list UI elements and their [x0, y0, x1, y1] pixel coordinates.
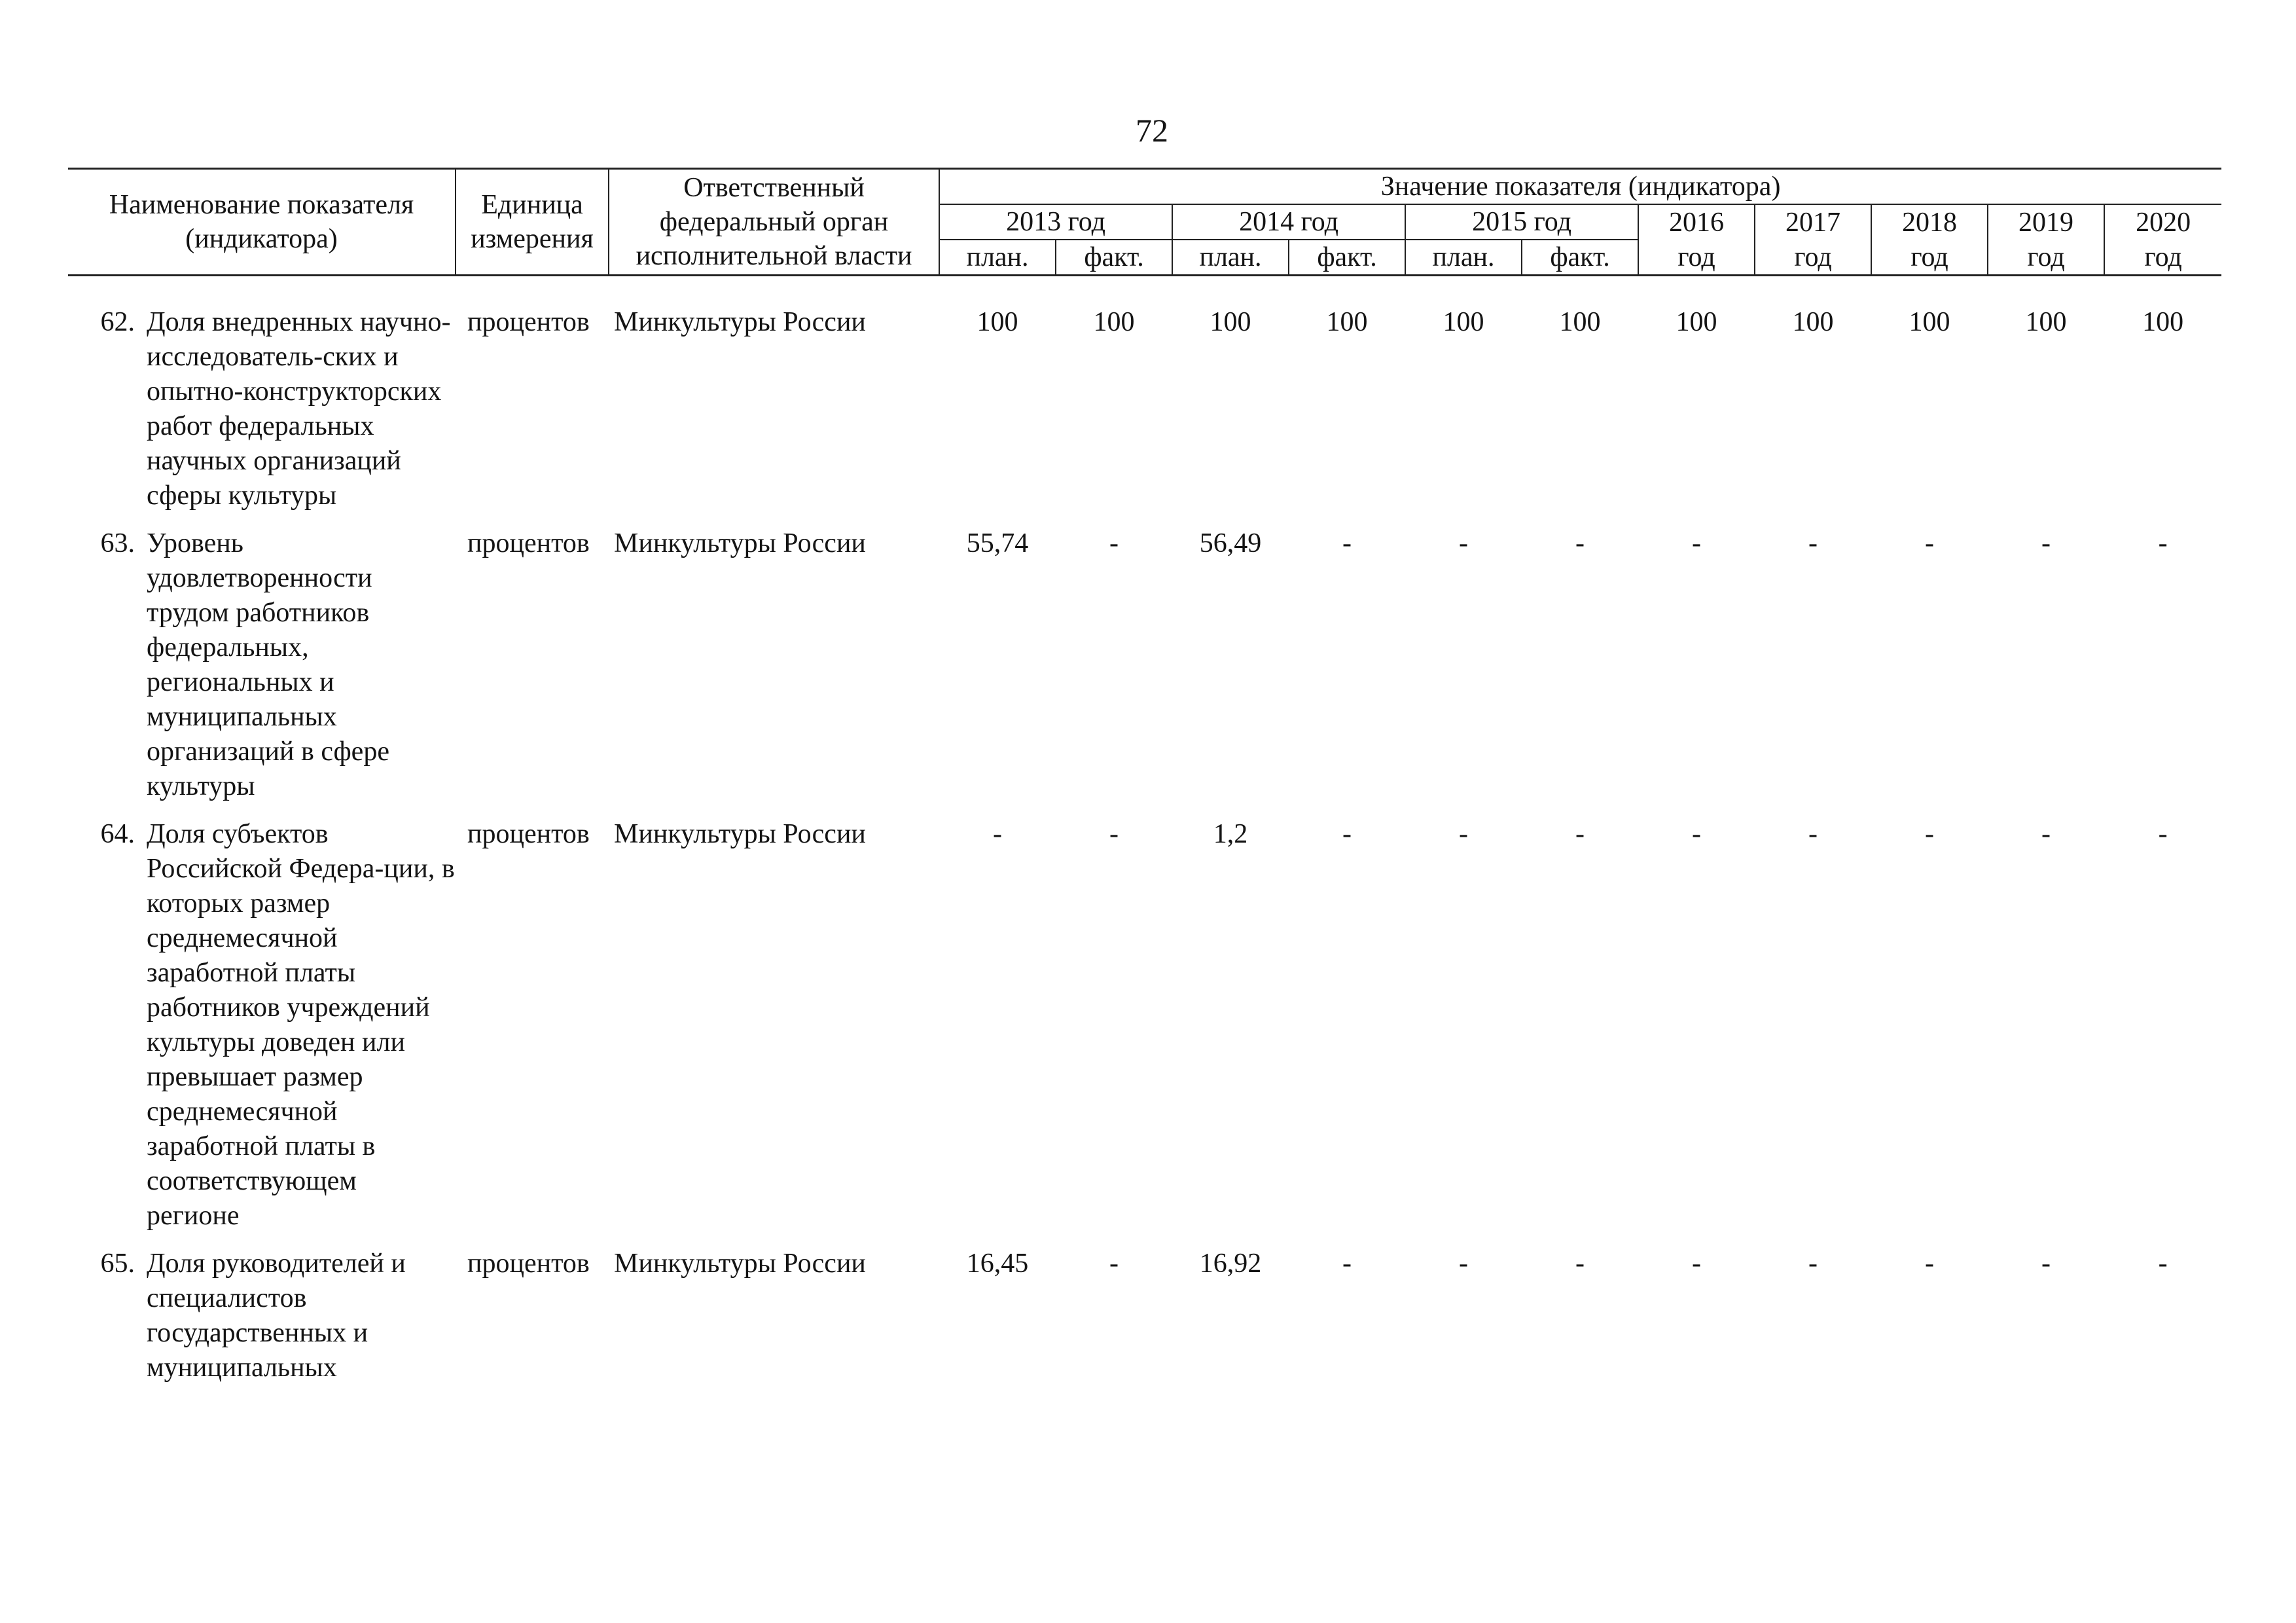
value-2020: - [2158, 819, 2168, 849]
value-2020: - [2158, 1249, 2168, 1279]
header-plan-2015: план. [1405, 240, 1522, 276]
header-year-2013: 2013 год [939, 204, 1172, 240]
indicator-name: Доля внедренных научно-исследователь-ских и опытно-конструкторских работ федеральных научных организаций сферы культуры [147, 307, 451, 511]
value-2018: - [1925, 1249, 1935, 1279]
row-number: 62. [100, 307, 135, 337]
indicator-name: Доля руководителей и специалистов государственных и муниципальных [147, 1249, 406, 1383]
row-number: 64. [100, 819, 135, 849]
value-2014-plan: 56,49 [1199, 528, 1262, 558]
value-2014-fact: - [1342, 1249, 1352, 1279]
value-2017: - [1808, 1249, 1818, 1279]
table-row [68, 305, 2221, 526]
header-gap [68, 276, 2221, 306]
table-body [68, 276, 2221, 1399]
value-2018: - [1925, 819, 1935, 849]
header-year-2017: 2017 [1755, 204, 1871, 240]
value-2013-fact: - [1109, 819, 1119, 849]
value-2014-plan: 1,2 [1213, 819, 1248, 849]
value-2017: - [1808, 528, 1818, 558]
value-2016: - [1692, 1249, 1702, 1279]
header-year-2018: 2018 [1871, 204, 1988, 240]
header-fact-2014: факт. [1289, 240, 1405, 276]
header-year-2014: 2014 год [1172, 204, 1405, 240]
table-row [68, 1247, 2221, 1398]
value-2015-fact: - [1575, 1249, 1585, 1279]
indicators-table [68, 168, 2221, 1398]
indicator-unit: процентов [467, 819, 590, 849]
header-plan-2014: план. [1172, 240, 1289, 276]
indicator-name: Уровень удовлетворенности трудом работников федеральных, региональных и муниципальных организаций в сфере культуры [147, 528, 389, 801]
indicator-organ: Минкультуры России [614, 819, 866, 849]
indicator-organ: Минкультуры России [614, 528, 866, 558]
value-2014-fact: - [1342, 528, 1352, 558]
value-2013-plan: 16,45 [966, 1249, 1029, 1279]
header-fact-2015: факт. [1522, 240, 1638, 276]
value-2020: - [2158, 528, 2168, 558]
value-2013-plan: - [993, 819, 1003, 849]
value-2014-fact: - [1342, 819, 1352, 849]
header-value-group: Значение показателя (индикатора) [939, 169, 2221, 205]
value-2015-plan: - [1459, 819, 1469, 849]
header-year-2016: 2016 [1638, 204, 1755, 240]
value-2016: 100 [1676, 307, 1717, 337]
header-god-2020: год [2104, 240, 2221, 276]
indicator-organ: Минкультуры России [614, 307, 866, 337]
header-year-2019: 2019 [1988, 204, 2104, 240]
value-2016: - [1692, 528, 1702, 558]
table-header [68, 169, 2221, 276]
value-2014-plan: 16,92 [1199, 1249, 1262, 1279]
value-2013-fact: 100 [1093, 307, 1135, 337]
value-2013-fact: - [1109, 528, 1119, 558]
header-name: Наименование показателя (индикатора) [68, 169, 456, 276]
value-2015-plan: - [1459, 528, 1469, 558]
header-plan-2013: план. [939, 240, 1056, 276]
table-row [68, 817, 2221, 1247]
value-2018: 100 [1909, 307, 1950, 337]
page-number: 72 [1136, 112, 1168, 149]
header-year-2020: 2020 [2104, 204, 2221, 240]
value-2019: 100 [2025, 307, 2067, 337]
header-organ: Ответственный федеральный орган исполнительной власти [609, 169, 939, 276]
value-2019: - [2041, 1249, 2051, 1279]
value-2020: 100 [2142, 307, 2184, 337]
value-2013-plan: 100 [977, 307, 1018, 337]
value-2018: - [1925, 528, 1935, 558]
header-god-2018: год [1871, 240, 1988, 276]
value-2019: - [2041, 819, 2051, 849]
value-2016: - [1692, 819, 1702, 849]
value-2015-plan: - [1459, 1249, 1469, 1279]
header-god-2019: год [1988, 240, 2104, 276]
value-2015-fact: - [1575, 819, 1585, 849]
indicator-organ: Минкультуры России [614, 1249, 866, 1279]
value-2013-fact: - [1109, 1249, 1119, 1279]
header-fact-2013: факт. [1056, 240, 1172, 276]
indicator-unit: процентов [467, 1249, 590, 1279]
value-2015-fact: 100 [1559, 307, 1601, 337]
value-2019: - [2041, 528, 2051, 558]
value-2017: 100 [1792, 307, 1834, 337]
value-2017: - [1808, 819, 1818, 849]
value-2015-fact: - [1575, 528, 1585, 558]
row-number: 63. [100, 528, 135, 558]
table-row [68, 526, 2221, 817]
indicator-unit: процентов [467, 528, 590, 558]
indicator-name: Доля субъектов Российской Федера-ции, в которых размер среднемесячной заработной платы работников учреждений культуры доведен или превышает размер среднемесячной заработной платы в соответствующем регионе [147, 819, 455, 1231]
header-god-2016: год [1638, 240, 1755, 276]
header-year-2015: 2015 год [1405, 204, 1638, 240]
header-unit: Единица измерения [456, 169, 609, 276]
value-2014-plan: 100 [1210, 307, 1251, 337]
value-2015-plan: 100 [1443, 307, 1484, 337]
value-2013-plan: 55,74 [966, 528, 1029, 558]
header-god-2017: год [1755, 240, 1871, 276]
indicator-unit: процентов [467, 307, 590, 337]
row-number: 65. [100, 1249, 135, 1279]
value-2014-fact: 100 [1326, 307, 1368, 337]
